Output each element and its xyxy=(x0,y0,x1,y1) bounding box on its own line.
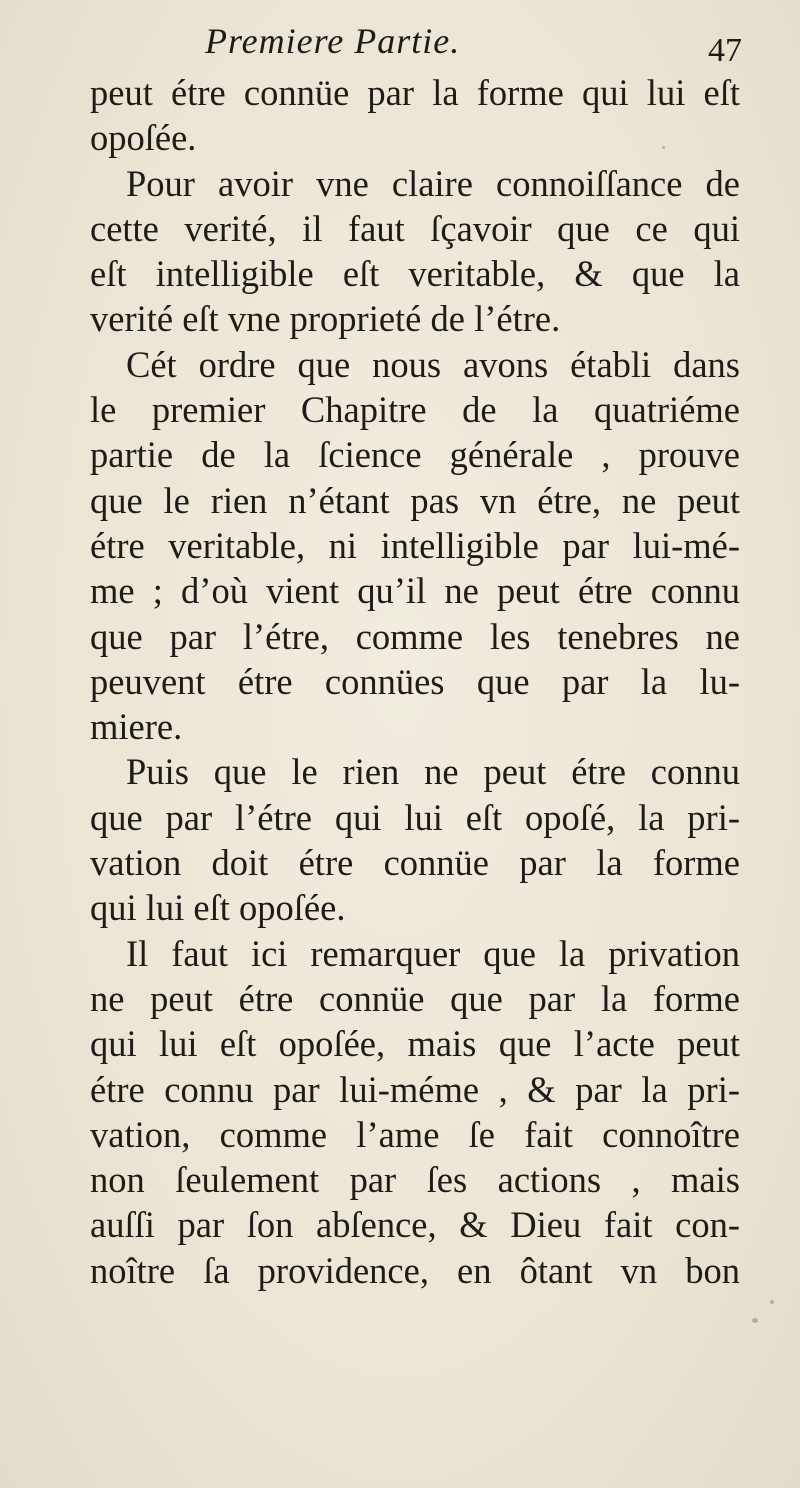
text-line: étre connu par lui-méme , & par la pri- xyxy=(90,1068,740,1110)
running-title: Premiere Partie. xyxy=(205,21,461,61)
text-line: peuvent étre connües que par la lu- xyxy=(90,660,740,702)
page-number: 47 xyxy=(708,32,742,69)
text-line: qui lui eſt opoſée, mais que l’acte peut xyxy=(90,1023,740,1065)
text-line: vation doit étre connüe par la forme xyxy=(90,842,740,884)
text-line: partie de la ſcience générale , prouve xyxy=(90,434,740,476)
page-header xyxy=(0,14,800,69)
text-line: cette verité, il faut ſçavoir que ce qui xyxy=(90,207,740,249)
text-line: vation, comme l’ame ſe fait connoître xyxy=(90,1113,740,1155)
text-line: eſt intelligible eſt veritable, & que la xyxy=(90,253,740,295)
text-line: Puis que le rien ne peut étre connu xyxy=(126,751,740,793)
text-line: verité eſt vne proprieté de l’étre. xyxy=(90,298,561,340)
text-line: opoſée. xyxy=(90,117,197,159)
text-line: Cét ordre que nous avons établi dans xyxy=(126,343,740,385)
text-line: Pour avoir vne claire connoiſſance de xyxy=(126,162,740,204)
paper-speck xyxy=(662,146,665,149)
text-line: étre veritable, ni intelligible par lui-mé- xyxy=(90,524,740,566)
text-line: que par l’étre qui lui eſt opoſé, la pri- xyxy=(90,796,740,838)
text-line: le premier Chapitre de la quatriéme xyxy=(90,389,740,431)
text-line: non ſeulement par ſes actions , mais xyxy=(90,1159,740,1201)
text-line: noître ſa providence, en ôtant vn bon xyxy=(90,1249,740,1291)
text-line: auſſi par ſon abſence, & Dieu fait con- xyxy=(90,1204,740,1246)
paper-speck xyxy=(770,1300,774,1304)
body-text xyxy=(90,70,740,1293)
text-line: Il faut ici remarquer que la privation xyxy=(126,932,740,974)
paper-speck xyxy=(752,1318,758,1323)
text-line: me ; d’où vient qu’il ne peut étre connu xyxy=(90,570,740,612)
text-line: qui lui eſt opoſée. xyxy=(90,887,346,929)
text-line: miere. xyxy=(90,706,183,748)
text-line: que le rien n’étant pas vn étre, ne peut xyxy=(90,479,740,521)
text-line: ne peut étre connüe que par la forme xyxy=(90,977,740,1019)
text-line: que par l’étre, comme les tenebres ne xyxy=(90,615,740,657)
text-line: peut étre connüe par la forme qui lui eſt xyxy=(90,72,740,113)
